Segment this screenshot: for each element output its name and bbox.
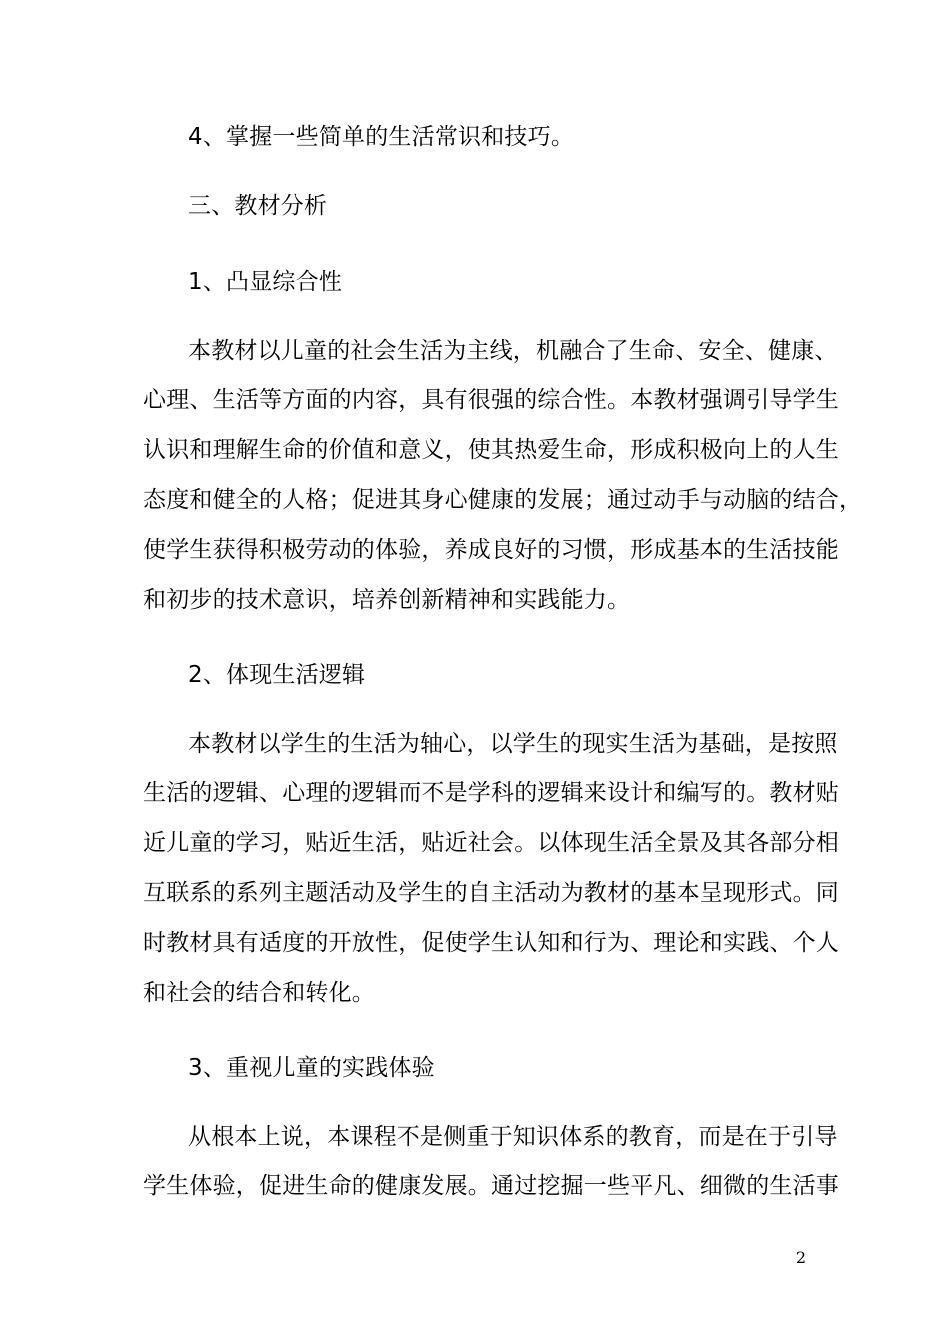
paragraph-line: 互联系的系列主题活动及学生的自主活动为教材的基本呈现形式。同 (143, 880, 839, 906)
paragraph-line: 认识和理解生命的价值和意义，使其热爱生命，形成积极向上的人生 (143, 437, 839, 463)
list-item-goal-4: 4、掌握一些简单的生活常识和技巧。 (188, 124, 575, 150)
paragraph-line: 和初步的技术意识，培养创新精神和实践能力。 (143, 587, 631, 613)
paragraph-line: 本教材以学生的生活为轴心，以学生的现实生活为基础，是按照 (188, 731, 838, 757)
paragraph-line: 使学生获得积极劳动的体验，养成良好的习惯，形成基本的生活技能 (143, 537, 839, 563)
subheading-comprehensive: 1、凸显综合性 (188, 269, 343, 295)
paragraph-line: 生活的逻辑、心理的逻辑而不是学科的逻辑来设计和编写的。教材贴 (143, 780, 839, 806)
paragraph-line: 和社会的结合和转化。 (143, 980, 375, 1006)
paragraph-line: 态度和健全的人格；促进其身心健康的发展；通过动手与动脑的结合， (143, 487, 863, 513)
paragraph-line: 心理、生活等方面的内容，具有很强的综合性。本教材强调引导学生 (143, 387, 839, 413)
paragraph-line: 学生体验，促进生命的健康发展。通过挖掘一些平凡、细微的生活事 (143, 1173, 839, 1199)
paragraph-line: 本教材以儿童的社会生活为主线，机融合了生命、安全、健康、 (188, 338, 838, 364)
subheading-practice-experience: 3、重视儿童的实践体验 (188, 1055, 435, 1081)
paragraph-line: 时教材具有适度的开放性，促使学生认知和行为、理论和实践、个人 (143, 930, 839, 956)
paragraph-line: 近儿童的学习，贴近生活，贴近社会。以体现生活全景及其各部分相 (143, 830, 839, 856)
page-number: 2 (795, 1248, 806, 1267)
subheading-life-logic: 2、体现生活逻辑 (188, 662, 366, 688)
section-heading-textbook-analysis: 三、教材分析 (188, 193, 328, 219)
paragraph-line: 从根本上说，本课程不是侧重于知识体系的教育，而是在于引导 (188, 1124, 838, 1150)
